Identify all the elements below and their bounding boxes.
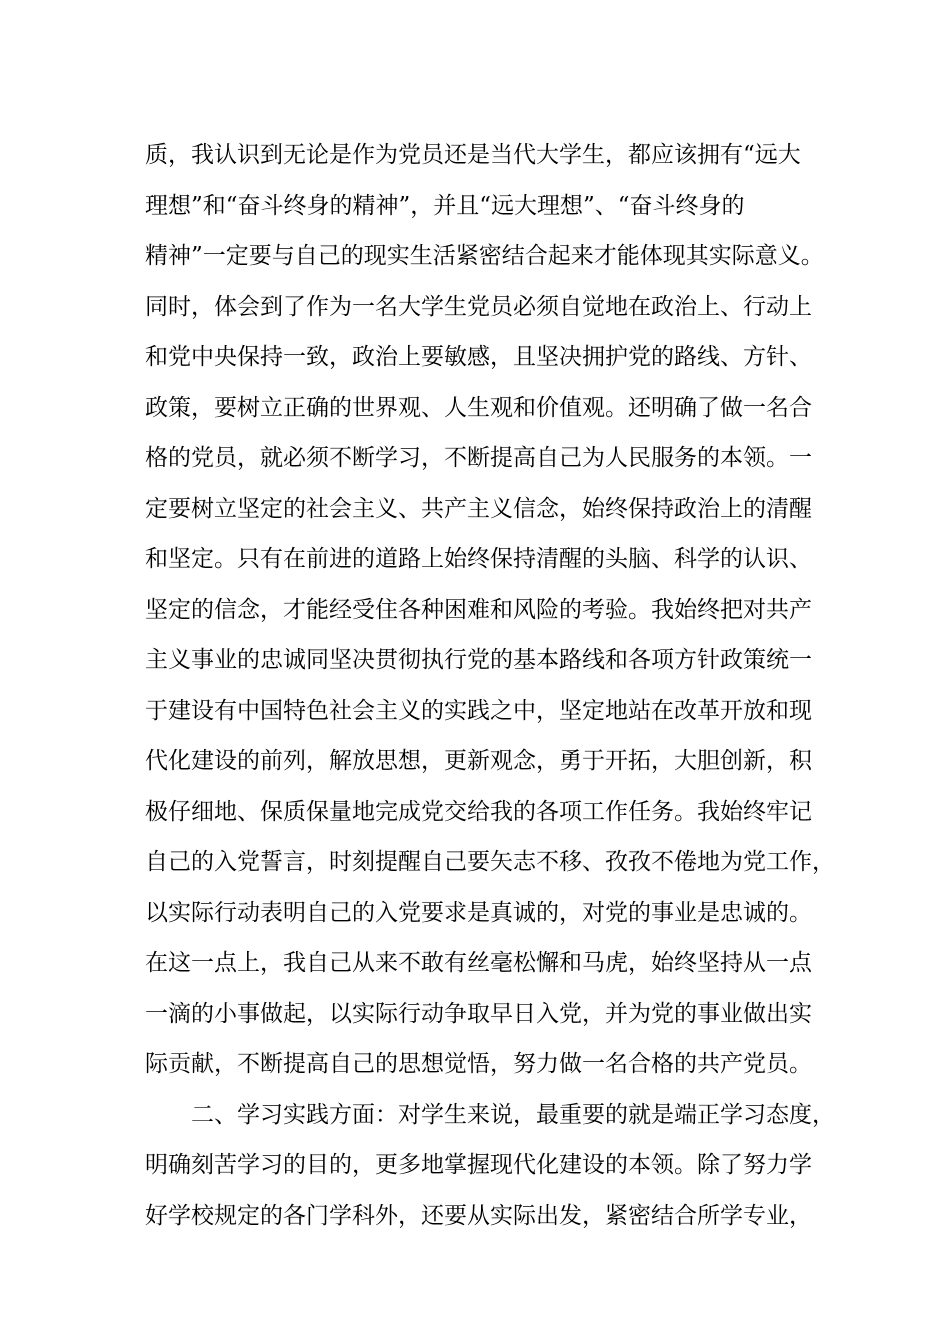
- text-line: 在这一点上，我自己从来不敢有丝毫松懈和马虎，始终坚持从一点: [145, 950, 812, 976]
- text-line: 坚定的信念，才能经受住各种困难和风险的考验。我始终把对共产: [145, 596, 812, 623]
- text-line: 一滴的小事做起，以实际行动争取早日入党，并为党的事业做出实: [145, 1000, 812, 1027]
- text-line: 定要树立坚定的社会主义、共产主义信念，始终保持政治上的清醒: [145, 495, 812, 522]
- text-line: 精神”一定要与自己的现实生活紧密结合起来才能体现其实际意义。: [145, 243, 824, 269]
- body-text: [145, 130, 835, 1241]
- text-line: 以实际行动表明自己的入党要求是真诚的，对党的事业是忠诚的。: [145, 899, 812, 926]
- text-line: 明确刻苦学习的目的，更多地掌握现代化建设的本领。除了努力学: [145, 1152, 812, 1178]
- text-line: 好学校规定的各门学科外，还要从实际出发，紧密结合所学专业，: [145, 1202, 812, 1229]
- text-line: 际贡献，不断提高自己的思想觉悟，努力做一名合格的共产党员。: [145, 1051, 812, 1077]
- text-line: 同时，体会到了作为一名大学生党员必须自觉地在政治上、行动上: [145, 293, 812, 320]
- text-line: 代化建设的前列，解放思想，更新观念，勇于开拓，大胆创新，积: [145, 748, 812, 774]
- text-line: 政策，要树立正确的世界观、人生观和价值观。还明确了做一名合: [145, 394, 812, 421]
- text-line: 极仔细地、保质保量地完成党交给我的各项工作任务。我始终牢记: [145, 798, 812, 825]
- text-line: 格的党员，就必须不断学习，不断提高自己为人民服务的本领。一: [145, 445, 812, 471]
- text-line: 于建设有中国特色社会主义的实践之中，坚定地站在改革开放和现: [145, 697, 812, 724]
- text-line: 和党中央保持一致，政治上要敏感，且坚决拥护党的路线、方针、: [145, 344, 812, 370]
- section-heading-line: 二、学习实践方面：对学生来说，最重要的就是端正学习态度，: [191, 1101, 835, 1128]
- text-line: 质，我认识到无论是作为党员还是当代大学生，都应该拥有“远大: [145, 142, 801, 168]
- text-line: 主义事业的忠诚同坚决贯彻执行党的基本路线和各项方针政策统一: [145, 647, 812, 673]
- text-line: 理想”和“奋斗终身的精神”，并且“远大理想”、“奋斗终身的: [145, 192, 745, 219]
- text-line: 自己的入党誓言，时刻提醒自己要矢志不移、孜孜不倦地为党工作，: [145, 849, 835, 875]
- text-line: 和坚定。只有在前进的道路上始终保持清醒的头脑、科学的认识、: [145, 546, 812, 572]
